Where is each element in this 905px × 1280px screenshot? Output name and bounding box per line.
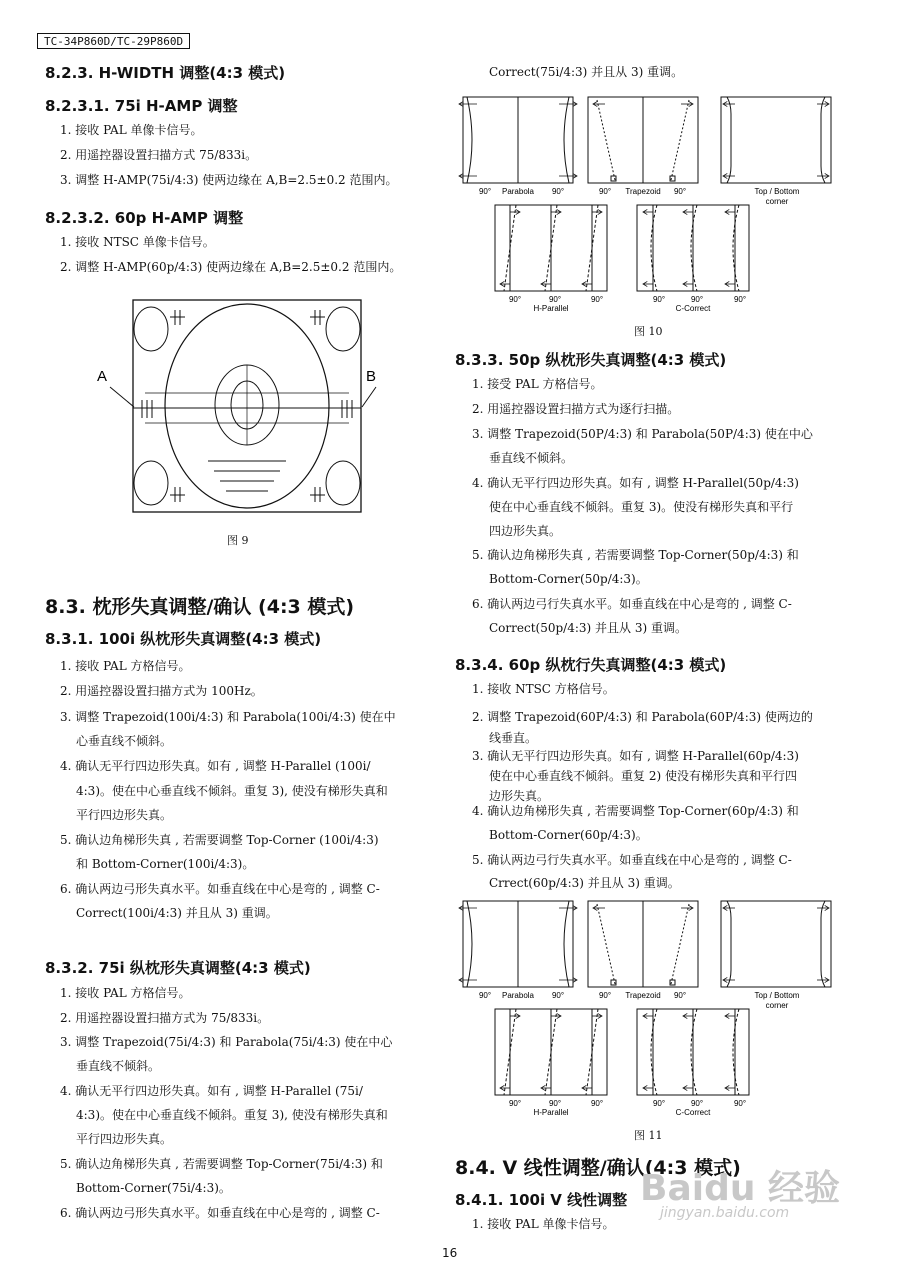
degree-label: 90° (478, 991, 492, 1000)
watermark-logo: Baidu 经验 (640, 1168, 841, 1209)
figure-9-label-a: A (97, 368, 108, 385)
list-item: 3. 调整 Trapezoid(50P/4:3) 和 Parabola(50P/4:3) 使在中心 (472, 427, 813, 441)
page-number: 16 (442, 1246, 458, 1260)
curve-line (564, 97, 569, 183)
list-item: 1. 接收 PAL 方格信号。 (60, 986, 191, 1000)
list-item-continuation: 4:3)。使在中心垂直线不倾斜。重复 3), 使没有梯形失真和 (76, 784, 388, 798)
list-item: 3. 调整 Trapezoid(100i/4:3) 和 Parabola(100i/4:3) 使在中 (60, 710, 396, 724)
degree-label: 90° (590, 1099, 604, 1108)
dashed-curve (651, 1009, 657, 1095)
trapezoid-label: Trapezoid (625, 187, 661, 196)
trapezoid-label: Trapezoid (625, 991, 661, 1000)
figure-10-distortion-diagrams (455, 92, 845, 314)
dashed-curve (691, 1009, 697, 1095)
degree-label: 90° (733, 1099, 747, 1108)
corner-label: corner (765, 197, 789, 206)
dashed-line (597, 904, 615, 984)
list-item: 4. 确认无平行四边形失真。如有 , 调整 H-Parallel(50p/4:3) (472, 476, 799, 490)
top-bottom-label: Top / Bottom (754, 991, 800, 1000)
list-item: 6. 确认两边弓形失真水平。如垂直线在中心是弯的 , 调整 C- (60, 1206, 380, 1220)
list-item: 5. 确认边角梯形失真 , 若需要调整 Top-Corner(50p/4:3) 和 (472, 548, 799, 562)
list-item-continuation: 平行四边形失真。 (76, 1132, 173, 1146)
right-angle-mark (611, 176, 616, 181)
figure-9-label-b: B (366, 368, 377, 385)
degree-label: 90° (673, 991, 687, 1000)
list-item-continuation: 使在中心垂直线不倾斜。重复 2) 使没有梯形失真和平行四 (489, 769, 797, 783)
h-parallel-label: H-Parallel (533, 304, 569, 313)
list-item: 1. 接收 PAL 单像卡信号。 (60, 123, 203, 137)
degree-label: 90° (733, 295, 747, 304)
list-item: 2. 用遥控器设置扫描方式为 75/833i。 (60, 1011, 270, 1025)
degree-label: 90° (548, 1099, 562, 1108)
figure-10-caption: 图 10 (634, 325, 663, 338)
h-parallel-label: H-Parallel (533, 1108, 569, 1117)
list-item-continuation: 心垂直线不倾斜。 (76, 734, 173, 748)
section-8-3-2-heading: 8.3.2. 75i 纵枕形失真调整(4:3 模式) (45, 959, 311, 977)
list-item-continuation: Correct(100i/4:3) 并且从 3) 重调。 (76, 906, 278, 920)
list-item: 1. 接收 NTSC 方格信号。 (472, 682, 615, 696)
list-item-continuation: 边形失真。 (489, 789, 550, 803)
curve-line (467, 901, 472, 987)
section-8-2-3-2-heading: 8.2.3.2. 60p H-AMP 调整 (45, 209, 244, 227)
list-item: 2. 用遥控器设置扫描方式为 100Hz。 (60, 684, 263, 698)
list-item: 1. 接收 PAL 方格信号。 (60, 659, 191, 673)
list-item-continuation: 和 Bottom-Corner(100i/4:3)。 (76, 857, 255, 871)
section-8-4-heading: 8.4. V 线性调整/确认(4:3 模式) (455, 1157, 741, 1179)
list-item: 5. 确认两边弓行失真水平。如垂直线在中心是弯的 , 调整 C- (472, 853, 792, 867)
list-item: 1. 接受 PAL 方格信号。 (472, 377, 603, 391)
list-item-continuation: Correct(50p/4:3) 并且从 3) 重调。 (489, 621, 687, 635)
degree-label: 90° (551, 187, 565, 196)
corner-curve (727, 97, 731, 183)
list-item-continuation: Bottom-Corner(60p/4:3)。 (489, 828, 648, 842)
corner-curve (727, 901, 731, 987)
right-angle-mark (670, 980, 675, 985)
document-header: TC-34P860D/TC-29P860D (37, 33, 190, 49)
c-correct-label: C-Correct (675, 1108, 711, 1117)
section-8-3-heading: 8.3. 枕形失真调整/确认 (4:3 模式) (45, 596, 355, 618)
list-item: 4. 确认无平行四边形失真。如有 , 调整 H-Parallel (75i/ (60, 1084, 363, 1098)
list-item-continuation: 4:3)。使在中心垂直线不倾斜。重复 3), 使没有梯形失真和 (76, 1108, 388, 1122)
list-item-continuation: 四边形失真。 (489, 524, 562, 538)
list-item: 5. 确认边角梯形失真 , 若需要调整 Top-Corner (100i/4:3) (60, 833, 379, 847)
figure-11-distortion-diagrams (455, 896, 845, 1118)
right-angle-mark (611, 980, 616, 985)
list-item: 1. 接收 NTSC 单像卡信号。 (60, 235, 215, 249)
degree-label: 90° (508, 295, 522, 304)
section-8-2-3-1-heading: 8.2.3.1. 75i H-AMP 调整 (45, 97, 238, 115)
list-item-continuation: Bottom-Corner(50p/4:3)。 (489, 572, 648, 586)
list-item: 2. 调整 Trapezoid(60P/4:3) 和 Parabola(60P/4:3) 使两边的 (472, 710, 813, 724)
corner-curve (821, 901, 825, 987)
dashed-curve (691, 205, 697, 291)
section-8-2-3-heading: 8.2.3. H-WIDTH 调整(4:3 模式) (45, 64, 286, 82)
degree-label: 90° (598, 991, 612, 1000)
corner-label: corner (765, 1001, 789, 1010)
section-8-3-4-heading: 8.3.4. 60p 纵枕行失真调整(4:3 模式) (455, 656, 727, 674)
top-bottom-label: Top / Bottom (754, 187, 800, 196)
list-item-continuation: Correct(75i/4:3) 并且从 3) 重调。 (489, 65, 684, 79)
corner-curve (821, 97, 825, 183)
curve-line (467, 97, 472, 183)
list-item: 5. 确认边角梯形失真 , 若需要调整 Top-Corner(75i/4:3) 和 (60, 1157, 383, 1171)
degree-label: 90° (590, 295, 604, 304)
list-item: 4. 确认边角梯形失真 , 若需要调整 Top-Corner(60p/4:3) 和 (472, 804, 799, 818)
figure-9-test-pattern (90, 295, 410, 525)
degree-label: 90° (598, 187, 612, 196)
list-item: 3. 调整 Trapezoid(75i/4:3) 和 Parabola(75i/4:3) 使在中心 (60, 1035, 393, 1049)
parabola-label: Parabola (501, 991, 535, 1000)
c-correct-label: C-Correct (675, 304, 711, 313)
parabola-label: Parabola (501, 187, 535, 196)
figure-9-caption: 图 9 (227, 534, 249, 547)
dashed-line (671, 904, 689, 984)
section-8-4-1-heading: 8.4.1. 100i V 线性调整 (455, 1191, 628, 1209)
section-8-3-1-heading: 8.3.1. 100i 纵枕形失真调整(4:3 模式) (45, 630, 322, 648)
list-item: 2. 用遥控器设置扫描方式为逐行扫描。 (472, 402, 680, 416)
corner-box (721, 901, 831, 987)
dashed-curve (651, 205, 657, 291)
list-item-continuation: 平行四边形失真。 (76, 808, 173, 822)
list-item-continuation: Crrect(60p/4:3) 并且从 3) 重调。 (489, 876, 680, 890)
watermark-url: jingyan.baidu.com (660, 1205, 790, 1221)
list-item: 1. 接收 PAL 单像卡信号。 (472, 1217, 615, 1231)
list-item: 2. 调整 H-AMP(60p/4:3) 使两边缘在 A,B=2.5±0.2 范围内。 (60, 260, 402, 274)
list-item-continuation: 线垂直。 (489, 731, 538, 745)
list-item-continuation: 垂直线不倾斜。 (76, 1059, 161, 1073)
list-item-continuation: 使在中心垂直线不倾斜。重复 3)。使没有梯形失真和平行 (489, 500, 794, 514)
degree-label: 90° (652, 295, 666, 304)
degree-label: 90° (690, 1099, 704, 1108)
dashed-curve (733, 1009, 739, 1095)
degree-label: 90° (551, 991, 565, 1000)
degree-label: 90° (508, 1099, 522, 1108)
list-item-continuation: 垂直线不倾斜。 (489, 451, 574, 465)
degree-label: 90° (690, 295, 704, 304)
list-item: 4. 确认无平行四边形失真。如有 , 调整 H-Parallel (100i/ (60, 759, 371, 773)
curve-line (564, 901, 569, 987)
list-item: 6. 确认两边弓行失真水平。如垂直线在中心是弯的 , 调整 C- (472, 597, 792, 611)
degree-label: 90° (548, 295, 562, 304)
list-item: 6. 确认两边弓形失真水平。如垂直线在中心是弯的 , 调整 C- (60, 882, 380, 896)
degree-label: 90° (652, 1099, 666, 1108)
list-item: 2. 用遥控器设置扫描方式 75/833i。 (60, 148, 258, 162)
list-item-continuation: Bottom-Corner(75i/4:3)。 (76, 1181, 231, 1195)
degree-label: 90° (673, 187, 687, 196)
section-8-3-3-heading: 8.3.3. 50p 纵枕形失真调整(4:3 模式) (455, 351, 727, 369)
dashed-curve (733, 205, 739, 291)
figure-11-caption: 图 11 (634, 1129, 663, 1142)
dashed-line (671, 100, 689, 180)
dashed-line (597, 100, 615, 180)
degree-label: 90° (478, 187, 492, 196)
list-item: 3. 调整 H-AMP(75i/4:3) 使两边缘在 A,B=2.5±0.2 范围内。 (60, 173, 398, 187)
list-item: 3. 确认无平行四边形失真。如有 , 调整 H-Parallel(60p/4:3) (472, 749, 799, 763)
right-angle-mark (670, 176, 675, 181)
corner-box (721, 97, 831, 183)
